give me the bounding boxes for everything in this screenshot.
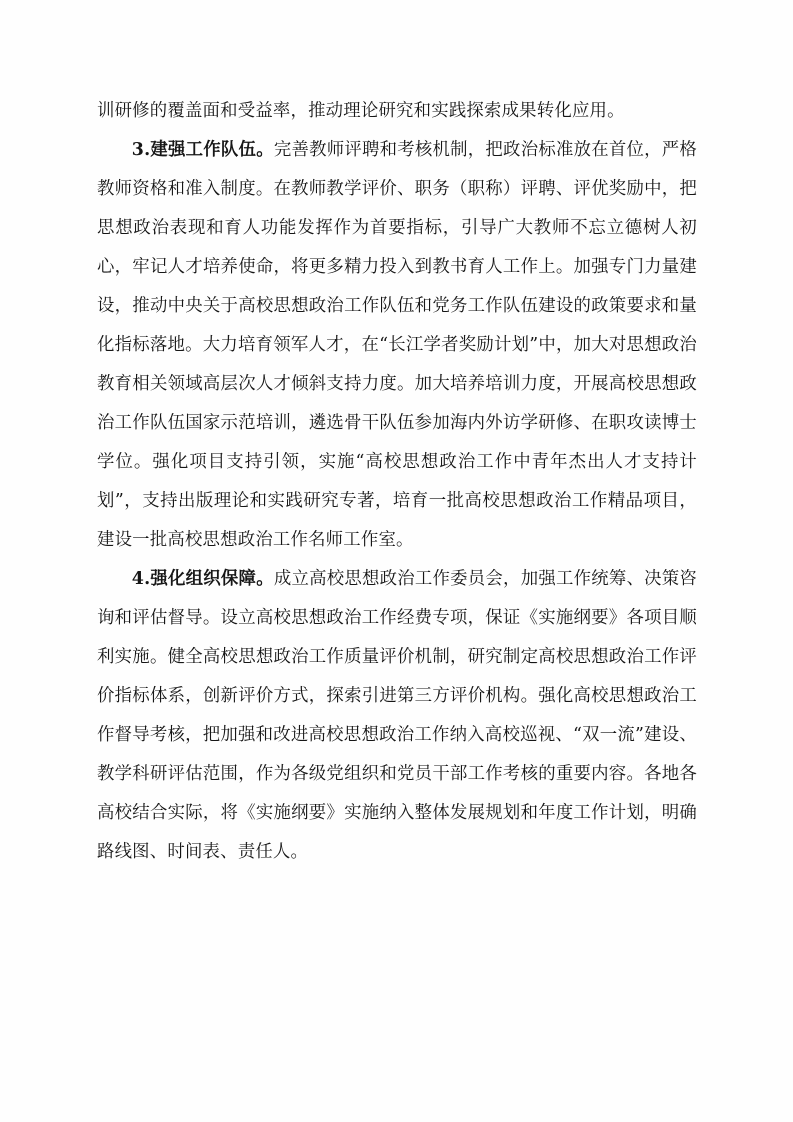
paragraph-lead-4: 4.强化组织保障。 bbox=[131, 569, 274, 589]
paragraph-text-4: 成立高校思想政治工作委员会，加强工作统筹、决策咨询和评估督导。设立高校思想政治工作经费专项，保证《实施纲要》各项目顺利实施。健全高校思想政治工作质量评价机制，研究制定高校思想政治工作评价指标体系，创新评价方式，探索引进第三方评价机构。强化高校思想政治工作督导考核，把加强和改进高校思想政治工作纳入高校巡视、“双一流”建设、教学科研评估范围，作为各级党组织和党员干部工作考核的重要内容。各地各高校结合实际，将《实施纲要》实施纳入整体发展规划和年度工作计划，明确路线图、时间表、责任人。 bbox=[97, 569, 697, 862]
paragraph-lead-3: 3.建强工作队伍。 bbox=[131, 140, 274, 160]
paragraph-item-4 bbox=[97, 560, 697, 872]
paragraph-continuation bbox=[97, 92, 697, 131]
paragraph-text-3: 完善教师评聘和考核机制，把政治标准放在首位，严格教师资格和准入制度。在教师教学评价、职务（职称）评聘、评优奖励中，把思想政治表现和育人功能发挥作为首要指标，引导广大教师不忘立德树人初心，牢记人才培养使命，将更多精力投入到教书育人工作上。加强专门力量建设，推动中央关于高校思想政治工作队伍和党务工作队伍建设的政策要求和量化指标落地。大力培育领军人才，在“长江学者奖励计划”中，加大对思想政治教育相关领域高层次人才倾斜支持力度。加大培养培训力度，开展高校思想政治工作队伍国家示范培训，遴选骨干队伍参加海内外访学研修、在职攻读博士学位。强化项目支持引领，实施“高校思想政治工作中青年杰出人才支持计划”，支持出版理论和实践研究专著，培育一批高校思想政治工作精品项目，建设一批高校思想政治工作名师工作室。 bbox=[97, 140, 697, 550]
document-body bbox=[97, 92, 697, 872]
paragraph-text: 训研修的覆盖面和受益率，推动理论研究和实践探索成果转化应用。 bbox=[97, 101, 625, 121]
paragraph-item-3 bbox=[97, 131, 697, 560]
